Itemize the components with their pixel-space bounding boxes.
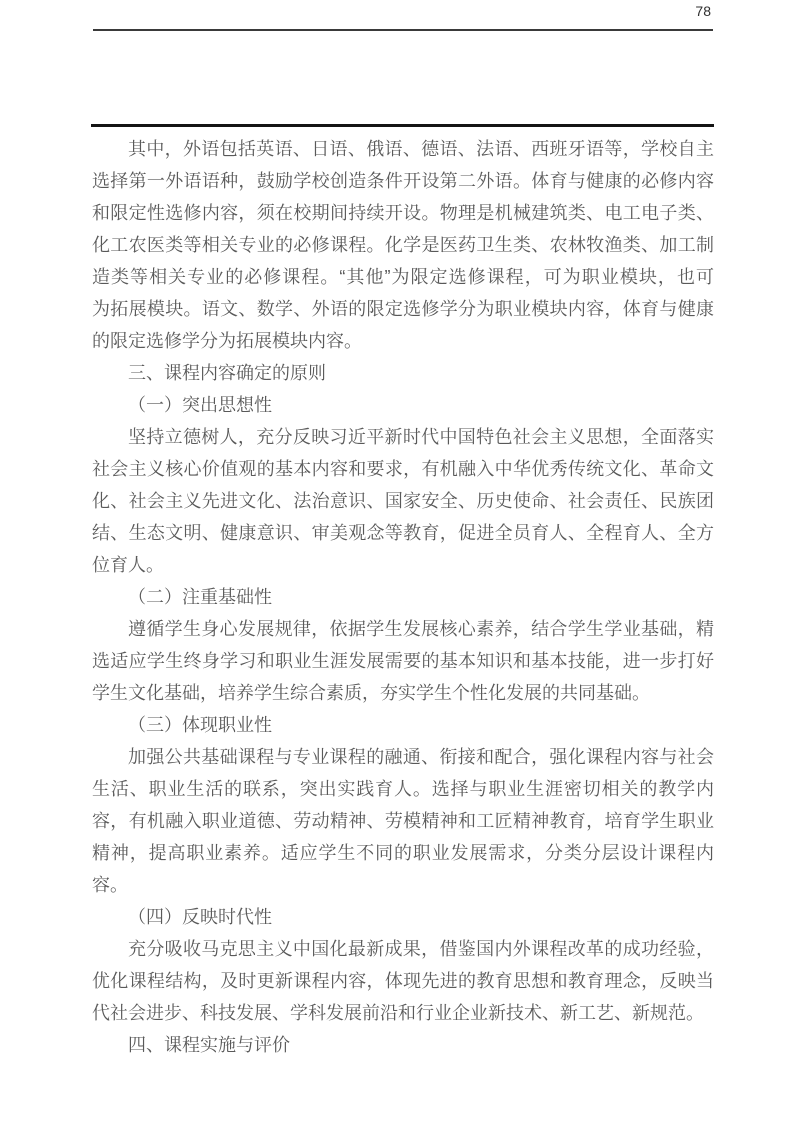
text-line: 生活、职业生活的联系，突出实践育人。选择与职业生涯密切相关的教学内	[92, 779, 714, 799]
header-rule	[93, 29, 713, 31]
subsection-heading: （四）反映时代性	[128, 907, 272, 927]
text-line: 精神，提高职业素养。适应学生不同的职业发展需求，分类分层设计课程内	[92, 843, 714, 863]
text-line: 加强公共基础课程与专业课程的融通、衔接和配合，强化课程内容与社会	[128, 747, 714, 767]
text-line: 充分吸收马克思主义中国化最新成果，借鉴国内外课程改革的成功经验，	[128, 939, 714, 959]
text-line: 化工农医类等相关专业的必修课程。化学是医药卫生类、农林牧渔类、加工制	[92, 235, 714, 255]
content-divider-rule	[91, 124, 714, 127]
subsection-heading: （三）体现职业性	[128, 715, 272, 735]
text-line: 为拓展模块。语文、数学、外语的限定选修学分为职业模块内容，体育与健康	[92, 299, 714, 319]
text-line: 的限定选修学分为拓展模块内容。	[92, 331, 362, 351]
text-line: 位育人。	[92, 555, 164, 575]
text-line: 选择第一外语语种，鼓励学校创造条件开设第二外语。体育与健康的必修内容	[92, 171, 714, 191]
text-line: 和限定性选修内容，须在校期间持续开设。物理是机械建筑类、电工电子类、	[92, 203, 714, 223]
text-line: 代社会进步、科技发展、学科发展前沿和行业企业新技术、新工艺、新规范。	[92, 1003, 704, 1023]
text-line: 坚持立德树人，充分反映习近平新时代中国特色社会主义思想，全面落实	[128, 427, 714, 447]
text-line: 结、生态文明、健康意识、审美观念等教育，促进全员育人、全程育人、全方	[92, 523, 714, 543]
text-line: 优化课程结构，及时更新课程内容，体现先进的教育思想和教育理念，反映当	[92, 971, 714, 991]
text-line: 造类等相关专业的必修课程。“其他”为限定选修课程，可为职业模块，也可	[92, 267, 714, 287]
text-line: 学生文化基础，培养学生综合素质，夯实学生个性化发展的共同基础。	[92, 683, 650, 703]
section-heading: 三、课程内容确定的原则	[128, 363, 326, 383]
subsection-heading: （一）突出思想性	[128, 395, 272, 415]
text-line: 化、社会主义先进文化、法治意识、国家安全、历史使命、社会责任、民族团	[92, 491, 714, 511]
text-line: 容，有机融入职业道德、劳动精神、劳模精神和工匠精神教育，培育学生职业	[92, 811, 714, 831]
text-line: 选适应学生终身学习和职业生涯发展需要的基本知识和基本技能，进一步打好	[92, 651, 714, 671]
text-line: 其中，外语包括英语、日语、俄语、德语、法语、西班牙语等，学校自主	[128, 139, 714, 159]
section-heading: 四、课程实施与评价	[128, 1035, 290, 1055]
text-line: 遵循学生身心发展规律，依据学生发展核心素养，结合学生学业基础，精	[128, 619, 714, 639]
body-text	[92, 133, 714, 1061]
page-number: 78	[695, 3, 711, 19]
text-line: 社会主义核心价值观的基本内容和要求，有机融入中华优秀传统文化、革命文	[92, 459, 714, 479]
text-line: 容。	[92, 875, 128, 895]
subsection-heading: （二）注重基础性	[128, 587, 272, 607]
